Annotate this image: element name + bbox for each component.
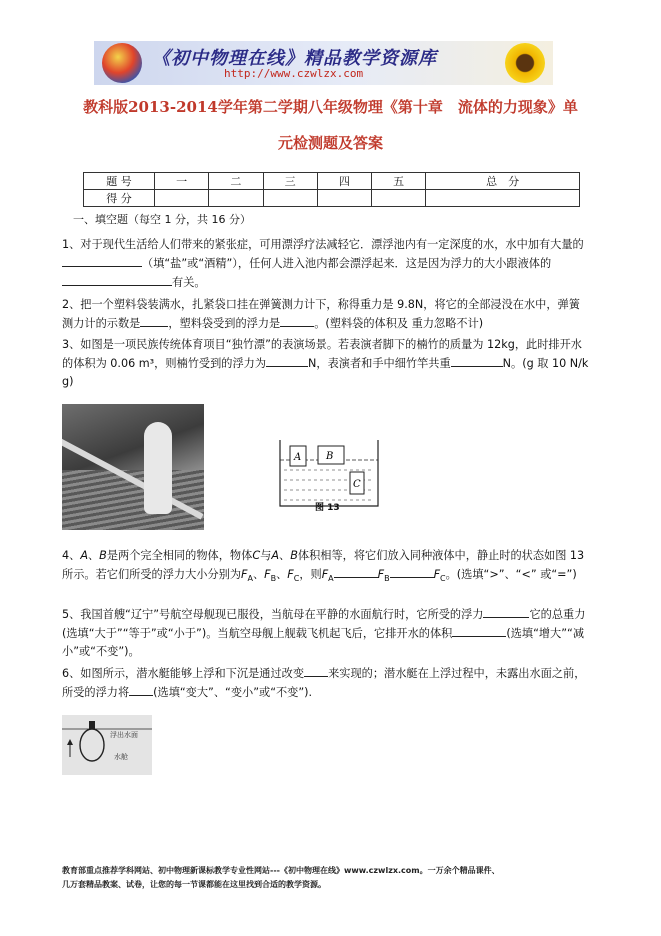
score-cell[interactable]	[155, 190, 209, 207]
question-text: N。(g 取 10 N/kg)	[62, 357, 589, 388]
table-row-label: 得 分	[84, 190, 155, 207]
score-cell[interactable]	[317, 190, 371, 207]
submarine-tower-icon	[89, 721, 95, 729]
force-subscript: A	[328, 574, 334, 584]
question-text: 。(选填“>”、“<” 或“=”)	[445, 568, 577, 581]
question-text: 来实现的；潜水艇在上浮过程中，未露出水面之前，所受的浮力将	[62, 667, 586, 699]
answer-blank[interactable]	[304, 664, 328, 677]
question-text: 、	[252, 568, 265, 581]
table-header-cell: 四	[317, 173, 371, 190]
var-a: A	[80, 549, 88, 562]
question-text: ，则	[299, 568, 322, 581]
force-subscript: B	[384, 574, 390, 584]
footer-line: 几万套精品教案、试卷，让您的每一节课都能在这里找到合适的教学资源。	[62, 880, 326, 889]
question-text: 、	[276, 568, 288, 581]
force-subscript: B	[270, 574, 277, 584]
question-text: ，塑料袋受到的浮力是	[168, 317, 281, 330]
header-banner	[94, 41, 553, 85]
tank-label: 水舱	[114, 753, 128, 761]
answer-blank[interactable]	[266, 354, 308, 367]
footer-line: 教育部重点推荐学科网站、初中物理新课标教学专业性网站---《初中物理在线》www.czwlzx.com。一万余个精品课件、	[62, 866, 500, 875]
var-b: B	[99, 549, 107, 562]
question-text: N，表演者和手中细竹竿共重	[308, 357, 451, 370]
table-header-cell: 五	[372, 173, 426, 190]
question-text: 3、如图是一项民族传统体育项目“独竹漂”的表演场景。若表演者脚下的楠竹的质量为 12kg，此时排开水的体积为 0.06 m³，则楠竹受到的浮力为	[62, 338, 582, 370]
question-2	[62, 296, 590, 333]
question-text: 6、如图所示，潜水艇能够上浮和下沉是通过改变	[62, 667, 305, 680]
force-fc: F	[433, 568, 440, 581]
question-text: 5、我国首艘“辽宁”号航空母舰现已服役，当航母在平静的水面航行时，它所受的浮力	[62, 608, 484, 621]
page-footer	[62, 864, 602, 892]
table-header-cell: 三	[263, 173, 317, 190]
question-1	[62, 236, 590, 292]
question-4	[62, 547, 590, 588]
section-heading: 一、填空题（每空 1 分，共 16 分）	[73, 213, 251, 226]
figure-13-caption: 图 13	[315, 503, 340, 513]
score-cell[interactable]	[426, 190, 580, 207]
question-text: 、	[278, 549, 291, 562]
table-header-cell: 二	[209, 173, 263, 190]
score-table	[83, 172, 580, 207]
score-table-score-row	[84, 190, 580, 207]
question-text: 4、	[62, 549, 81, 562]
sunflower-icon	[505, 43, 545, 83]
document-title-line2: 元检测题及答案	[277, 134, 383, 152]
answer-blank[interactable]	[62, 273, 172, 286]
question-text: 。(塑料袋的体积及 重力忽略不计)	[314, 317, 484, 330]
answer-blank[interactable]	[390, 565, 434, 578]
table-header-cell: 题 号	[84, 173, 155, 190]
table-header-cell: 总 分	[426, 173, 580, 190]
question-text: 2、把一个塑料袋装满水，扎紧袋口挂在弹簧测力计下，称得重力是 9.8N，将它的全部浸没在水中，弹簧测力计的示数是	[62, 298, 580, 330]
force-subscript: A	[247, 574, 253, 584]
document-title-line1: 教科版2013-2014学年第二学期八年级物理《第十章 流体的力现象》单	[83, 98, 578, 116]
var-a: A	[271, 549, 279, 562]
question-5	[62, 605, 590, 661]
submarine-figure	[62, 715, 152, 775]
performer-figure	[144, 422, 172, 514]
answer-blank[interactable]	[280, 314, 314, 327]
question-6	[62, 664, 590, 702]
table-header-cell: 一	[155, 173, 209, 190]
bamboo-drifting-photo	[62, 404, 204, 530]
site-logo-icon	[102, 43, 142, 83]
object-a-label: A	[294, 452, 302, 463]
var-c: C	[252, 549, 261, 562]
question-text: 1、对于现代生活给人们带来的紧张症，可用漂浮疗法减轻它．漂浮池内有一定深度的水，水中加有大量的	[62, 238, 584, 251]
force-fb: F	[264, 568, 271, 581]
score-cell[interactable]	[372, 190, 426, 207]
question-text: (选填“变大”、“变小”或“不变”).	[153, 686, 313, 699]
force-subscript: C	[440, 574, 446, 584]
question-text: 与	[260, 549, 272, 562]
score-cell[interactable]	[209, 190, 263, 207]
force-fa: F	[241, 568, 248, 581]
answer-blank[interactable]	[483, 605, 529, 618]
answer-blank[interactable]	[452, 624, 506, 637]
var-b: B	[290, 549, 298, 562]
question-3	[62, 336, 590, 391]
score-cell[interactable]	[263, 190, 317, 207]
force-fc: F	[287, 568, 294, 581]
force-subscript: C	[293, 574, 300, 584]
answer-blank[interactable]	[140, 314, 168, 327]
question-text: 有关。	[172, 276, 206, 289]
object-c-label: C	[353, 479, 361, 490]
banner-url[interactable]: http://www.czwlzx.com	[224, 67, 364, 80]
answer-blank[interactable]	[129, 683, 153, 696]
banner-title: 《初中物理在线》精品教学资源库	[152, 48, 437, 69]
question-text: 它的总重力(选填“大于”“等于”或“小于”)。当航空母舰上舰载飞机起飞后，它排开水的体积	[62, 608, 586, 640]
answer-blank[interactable]	[451, 354, 503, 367]
force-fb: F	[377, 568, 385, 581]
surface-label: 浮出水面	[110, 731, 138, 739]
answer-blank[interactable]	[62, 254, 142, 267]
object-b-label: B	[326, 451, 334, 462]
question-text: 、	[87, 549, 100, 562]
force-fa: F	[321, 568, 329, 581]
answer-blank[interactable]	[334, 565, 378, 578]
figure-background	[62, 715, 152, 775]
score-table-header-row	[84, 173, 580, 190]
question-text: 是两个完全相同的物体，物体	[106, 549, 253, 562]
question-text: 体积相等，将它们放入同种液体中，静止时的状态如图 13 所示。若它们所受的浮力大小分别为	[62, 549, 585, 581]
question-text: (选填“增大”“减小”或“不变”)。	[62, 627, 585, 658]
question-text: （填“盐”或“酒精”），任何人进入池内都会漂浮起来．这是因为浮力的大小跟液体的	[142, 257, 552, 270]
